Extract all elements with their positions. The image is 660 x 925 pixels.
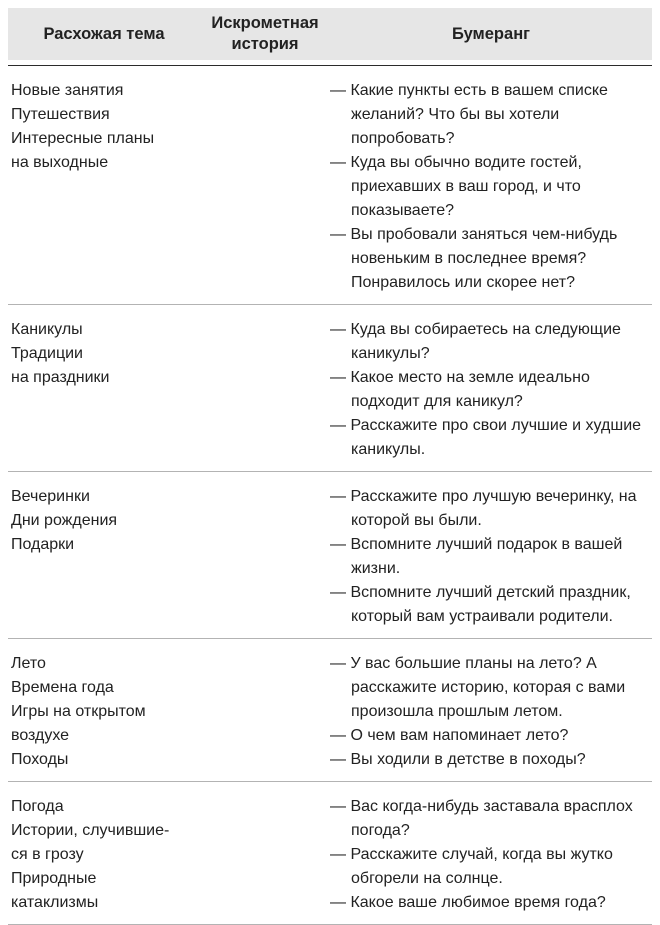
- topic-line: Вечеринки: [11, 488, 90, 505]
- topic-line: Времена года: [11, 679, 114, 696]
- boomerang-cell: [330, 318, 652, 462]
- boomerang-cell: [330, 79, 652, 295]
- topic-cell: [8, 485, 200, 629]
- topic-line: на выходные: [11, 154, 109, 171]
- table-row: [8, 472, 652, 639]
- topic-cell: [8, 652, 200, 772]
- boomerang-question: — Вспомните лучший детский праздник, который вам устраивали родители.: [330, 584, 631, 625]
- story-cell: [200, 318, 330, 462]
- boomerang-cell: [330, 795, 652, 915]
- topic-line: Дни рождения: [11, 512, 118, 529]
- topic-line: Походы: [11, 751, 69, 768]
- boomerang-question: — О чем вам напоминает лето?: [330, 727, 569, 744]
- boomerang-cell: [330, 652, 652, 772]
- boomerang-question: — У вас большие планы на лето? А расскажите историю, которая с вами произошла прошлым летом.: [330, 655, 626, 720]
- topic-line: Каникулы: [11, 321, 83, 338]
- header-sparkling-story: Искрометная история: [211, 14, 319, 53]
- boomerang-question: — Какие пункты есть в вашем списке желаний? Что бы вы хотели попробовать?: [330, 82, 608, 147]
- boomerang-question: — Куда вы собираетесь на следующие каникулы?: [330, 321, 621, 362]
- topic-line: Традиции: [11, 345, 83, 362]
- boomerang-question: — Вы ходили в детстве в походы?: [330, 751, 586, 768]
- story-cell: [200, 485, 330, 629]
- boomerang-question: — Расскажите случай, когда вы жутко обгорели на солнце.: [330, 846, 613, 887]
- story-cell: [200, 79, 330, 295]
- table-body: [8, 66, 652, 925]
- topic-line: Подарки: [11, 536, 75, 553]
- topic-cell: [8, 318, 200, 462]
- boomerang-question: — Вас когда-нибудь заставала врасплох погода?: [330, 798, 633, 839]
- boomerang-question: — Вы пробовали заняться чем-нибудь новеньким в последнее время? Понравилось или скорее нет?: [330, 226, 618, 291]
- topic-line: Путешествия: [11, 106, 110, 123]
- topic-line: ся в грозу: [11, 846, 84, 863]
- boomerang-question: — Куда вы обычно водите гостей, приехавших в ваш город, и что показываете?: [330, 154, 582, 219]
- boomerang-cell: [330, 485, 652, 629]
- boomerang-question: — Какое ваше любимое время года?: [330, 894, 606, 911]
- topic-line: Истории, случившие-: [11, 822, 170, 839]
- table-header: [8, 8, 652, 60]
- table-row: [8, 305, 652, 472]
- story-cell: [200, 652, 330, 772]
- topic-cell: [8, 79, 200, 295]
- topic-line: на праздники: [11, 369, 110, 386]
- table-row: [8, 639, 652, 782]
- topic-line: катаклизмы: [11, 894, 99, 911]
- topic-line: Игры на открытом: [11, 703, 146, 720]
- topic-cell: [8, 795, 200, 915]
- boomerang-question: — Расскажите про свои лучшие и худшие каникулы.: [330, 417, 642, 458]
- boomerang-question: — Какое место на земле идеально подходит для каникул?: [330, 369, 590, 410]
- topic-line: Лето: [11, 655, 46, 672]
- topic-line: Интересные планы: [11, 130, 155, 147]
- table-row: [8, 782, 652, 925]
- header-boomerang: Бумеранг: [451, 24, 531, 43]
- topic-line: воздухе: [11, 727, 70, 744]
- header-common-topic: Расхожая тема: [43, 24, 165, 43]
- topic-line: Природные: [11, 870, 97, 887]
- topic-line: Новые занятия: [11, 82, 124, 99]
- topic-line: Погода: [11, 798, 64, 815]
- boomerang-question: — Вспомните лучший подарок в вашей жизни.: [330, 536, 623, 577]
- table-row: [8, 66, 652, 305]
- boomerang-question: — Расскажите про лучшую вечеринку, на которой вы были.: [330, 488, 637, 529]
- story-cell: [200, 795, 330, 915]
